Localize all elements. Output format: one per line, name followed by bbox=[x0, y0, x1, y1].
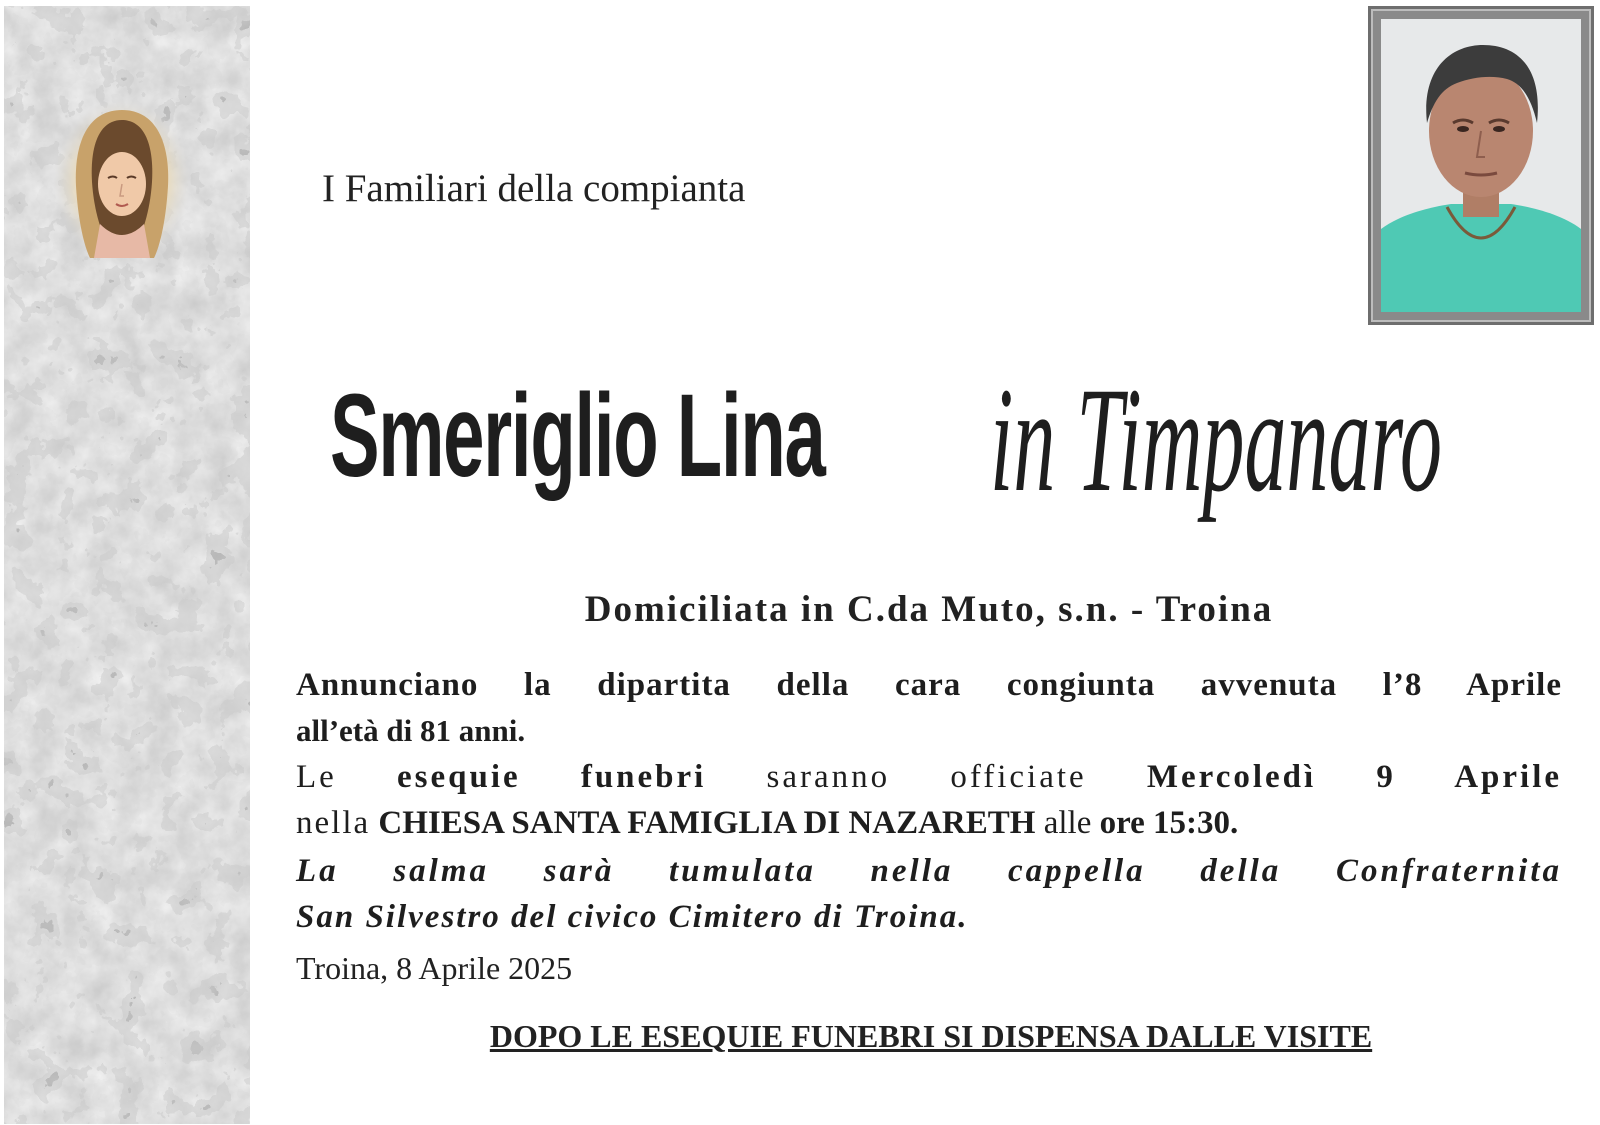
portrait-frame bbox=[1368, 6, 1594, 325]
deceased-surname-name: Smeriglio Lina bbox=[330, 370, 825, 502]
visits-notice: DOPO LE ESEQUIE FUNEBRI SI DISPENSA DALLE VISITE bbox=[489, 1018, 1373, 1054]
funeral-line-1 bbox=[296, 754, 1562, 800]
funeral-nella: nella bbox=[296, 805, 371, 841]
burial-line-1: La salma sarà tumulata nella cappella della Confraternita bbox=[296, 853, 1562, 889]
funeral-line-2 bbox=[296, 800, 1562, 846]
deceased-name bbox=[330, 357, 1530, 560]
announcement-line-2: all’età di 81 anni. bbox=[296, 713, 526, 748]
place-date: Troina, 8 Aprile 2025 bbox=[296, 950, 573, 986]
address-line: Domiciliata in C.da Muto, s.n. - Troina bbox=[584, 589, 1274, 630]
intro-text: I Familiari della compianta bbox=[322, 167, 746, 210]
madonna-icon bbox=[50, 96, 195, 266]
announcement-line-1: Annunciano la dipartita della cara congiunta avvenuta l’8 Aprile bbox=[296, 667, 1562, 703]
funeral-time: ore 15:30. bbox=[1099, 805, 1239, 841]
funeral-date: Mercoledì 9 Aprile bbox=[1146, 759, 1563, 795]
funeral-saranno: saranno officiate bbox=[766, 759, 1087, 795]
funeral-esequie: esequie funebri bbox=[397, 759, 707, 795]
church-name: CHIESA SANTA FAMIGLIA DI NAZARETH bbox=[378, 805, 1036, 841]
funeral-le: Le bbox=[296, 759, 337, 795]
deceased-married-name: in Timpanaro bbox=[990, 357, 1442, 523]
burial-line-2: San Silvestro del civico Cimitero di Troina. bbox=[296, 899, 969, 935]
funeral-alle: alle bbox=[1043, 805, 1092, 841]
deceased-portrait bbox=[1381, 19, 1581, 312]
